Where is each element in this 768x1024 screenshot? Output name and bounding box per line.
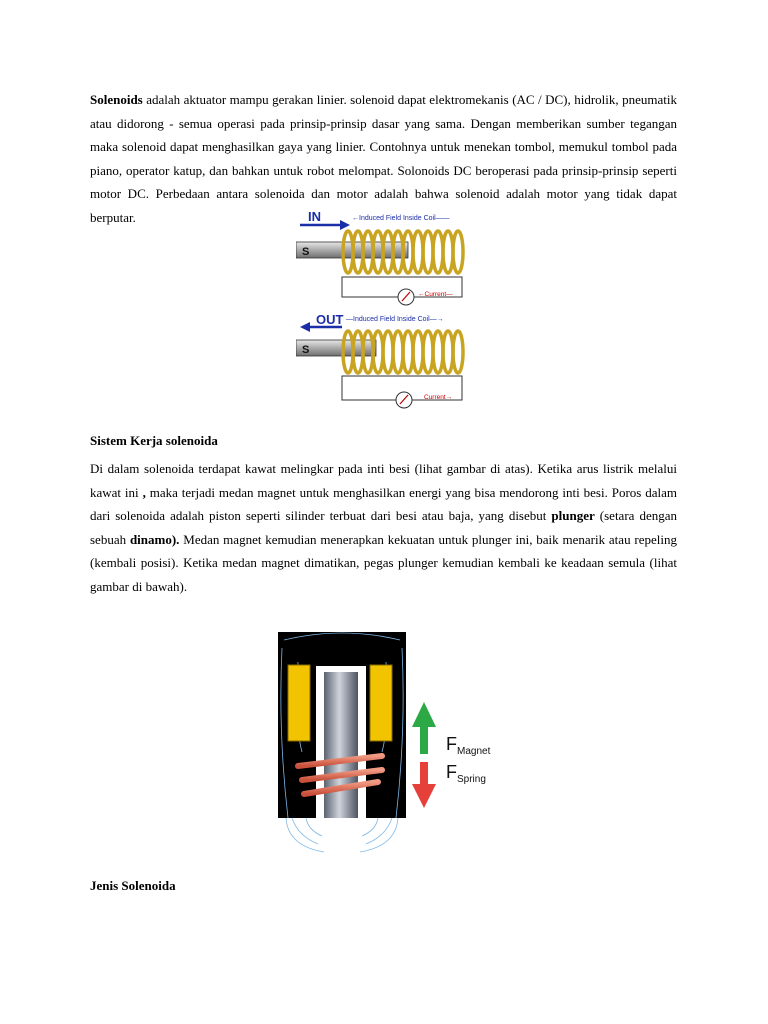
solenoids-term: Solenoids (90, 92, 143, 107)
dinamo-term: dinamo). (129, 531, 180, 547)
pole-label-top: S (302, 246, 310, 258)
section-heading-jenis: Jenis Solenoida (90, 878, 176, 893)
spring-force-arrow (412, 762, 436, 808)
coil-left (288, 665, 310, 741)
solenoid-in-out-figure (296, 206, 468, 410)
f-magnet-label: $F_{Magnet}$ (446, 734, 491, 757)
section-heading-sistem-kerja: Sistem Kerja solenoida (90, 433, 218, 448)
solenoid-in-diagram (296, 209, 463, 305)
plunger (324, 672, 358, 818)
solenoid-out-diagram (296, 312, 463, 408)
working-principle-paragraph (90, 457, 677, 598)
field-label-top: ←Induced Field Inside Coil—— (352, 215, 450, 222)
pole-label-bottom: S (302, 344, 310, 356)
para2-text-4: Medan magnet kemudian menerapkan kekuatan untuk plunger ini, baik menarik atau repeling (kembali posisi). Ketika medan magnet dimatikan, pegas plunger kemudian kembali ke keadaan semula (lihat gambar di bawah). (90, 531, 677, 594)
solenoid-force-figure (278, 632, 508, 858)
field-label-bottom: —Induced Field Inside Coil—→ (346, 316, 444, 323)
para2-text-1: Di dalam solenoida terdapat kawat melingkar pada inti besi (lihat gambar di atas). Ketika arus listrik melalui kawat ini (90, 461, 677, 500)
intro-text: adalah aktuator mampu gerakan linier. solenoid dapat elektromekanis (AC / DC), hidrolik, pneumatik atau didorong - semua operasi pada prinsip-prinsip dasar yang sama. Dengan memberikan sumber tegangan maka solenoid dapat menghasilkan gaya yang linier. Contohnya untuk menekan tombol, memukul tombol pada piano, operator katup, dan bahkan untuk robot melompat. Solonoids DC beroperasi pada prinsip-prinsip seperti motor DC. Perbedaan antara solenoida dan motor adalah bahwa solenoid adalah motor yang tidak dapat berputar. (90, 92, 677, 225)
plunger-term: plunger (551, 508, 595, 523)
direction-label-out: OUT (316, 312, 344, 327)
magnet-force-arrow (412, 702, 436, 754)
direction-label-in: IN (308, 209, 321, 224)
current-label-bottom: Current→ (424, 394, 453, 401)
coil-right (370, 665, 392, 741)
para2-text-3: (setara dengan sebuah (90, 508, 677, 547)
current-label-top: ←Current— (418, 291, 453, 298)
f-spring-label: $F_{Spring}$ (446, 762, 486, 785)
para2-comma: , (138, 484, 146, 500)
para2-text-2: maka terjadi medan magnet untuk menghasilkan energi yang bisa mendorong inti besi. Poros dalam dari solenoida adalah piston seperti silinder terbuat dari besi atau baja, yang disebut (90, 484, 678, 523)
